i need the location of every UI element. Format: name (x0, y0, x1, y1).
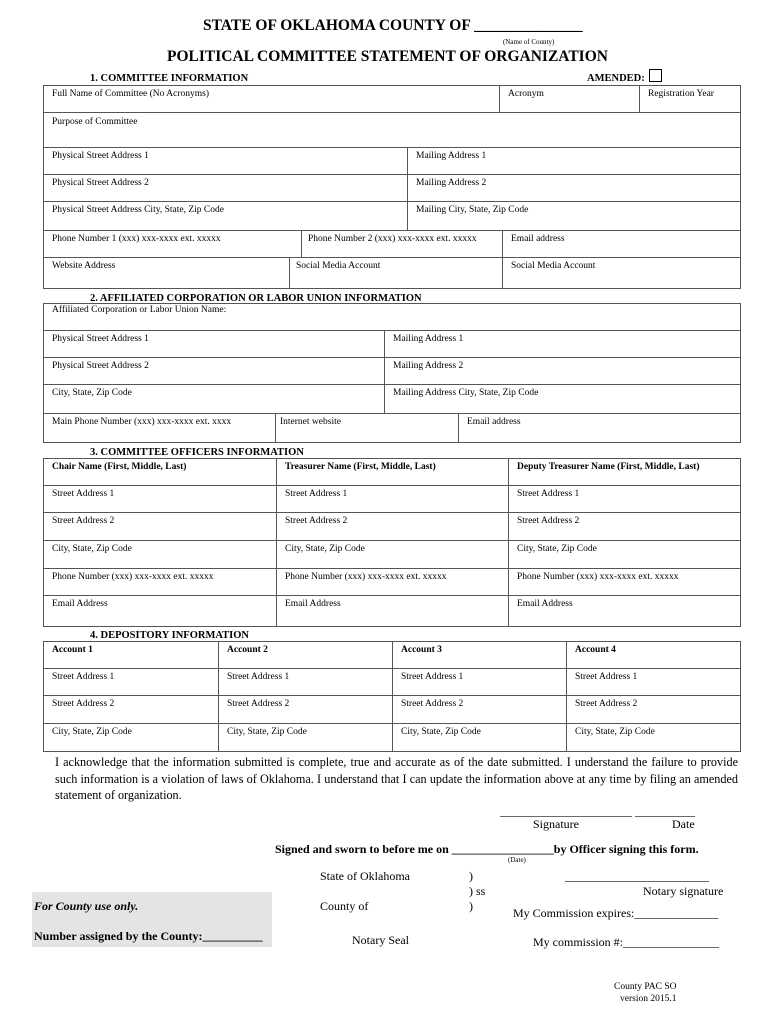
county-use-label: For County use only. (34, 899, 139, 913)
section-heading-affiliated: 2. AFFILIATED CORPORATION OR LABOR UNION INFORMATION (90, 293, 422, 304)
city-row (43, 201, 741, 231)
account1-street2-field[interactable]: Street Address 2 (52, 699, 115, 709)
form-title-county: STATE OF OKLAHOMA COUNTY OF ______________ (203, 17, 583, 34)
notary-seal: Notary Seal (352, 933, 409, 947)
affiliated-phone-field[interactable]: Main Phone Number (xxx) xxx-xxxx ext. xxxx (52, 417, 232, 427)
affiliated-website-field[interactable]: Internet website (275, 414, 458, 442)
affiliated-physical-address2-field[interactable]: Physical Street Address 2 (52, 361, 149, 371)
chair-name-field[interactable]: Chair Name (First, Middle, Last) (52, 462, 187, 472)
mailing-city-field[interactable]: Mailing City, State, Zip Code (407, 202, 742, 230)
account1-street1-field[interactable]: Street Address 1 (52, 672, 115, 682)
acknowledgement-text: I acknowledge that the information submitted is complete, true and accurate as of the date submitted. I understand the failure to provide such information is a violation of laws of Oklahoma. I understand that I can update the information above at any time by filing an amended statement of organization. (55, 755, 738, 802)
physical-city-field[interactable]: Physical Street Address City, State, Zip Code (52, 205, 224, 215)
notary-signature-line[interactable]: ________________________ (565, 869, 709, 883)
account1-field[interactable]: Account 1 (52, 645, 93, 655)
social-media1-field[interactable]: Social Media Account (289, 258, 502, 288)
phone1-field[interactable]: Phone Number 1 (xxx) xxx-xxxx ext. xxxxx (52, 234, 221, 244)
affiliated-physical-address1-field[interactable]: Physical Street Address 1 (52, 334, 149, 344)
treasurer-name-field[interactable]: Treasurer Name (First, Middle, Last) (276, 459, 508, 485)
registration-year-field[interactable]: Registration Year (639, 86, 742, 112)
officers-city-row (43, 540, 741, 569)
treasurer-street2-field[interactable]: Street Address 2 (276, 513, 508, 540)
phone2-field[interactable]: Phone Number 2 (xxx) xxx-xxxx ext. xxxxx (301, 231, 502, 257)
committee-name-field[interactable]: Full Name of Committee (No Acronyms) (52, 89, 209, 99)
address1-row (43, 147, 741, 175)
notary-state: State of Oklahoma (320, 869, 410, 883)
chair-street2-field[interactable]: Street Address 2 (52, 516, 115, 526)
account3-city-field[interactable]: City, State, Zip Code (392, 724, 566, 751)
account3-street2-field[interactable]: Street Address 2 (392, 696, 566, 723)
affiliated-city-row (43, 384, 741, 414)
account1-city-field[interactable]: City, State, Zip Code (52, 727, 132, 737)
account4-street1-field[interactable]: Street Address 1 (566, 669, 742, 695)
officers-email-row (43, 595, 741, 627)
mailing-address1-field[interactable]: Mailing Address 1 (407, 148, 742, 174)
committee-name-row (43, 85, 741, 113)
account2-street1-field[interactable]: Street Address 1 (218, 669, 392, 695)
accounts-header-row (43, 641, 741, 669)
section-heading-officers: 3. COMMITTEE OFFICERS INFORMATION (90, 447, 304, 458)
chair-street1-field[interactable]: Street Address 1 (52, 489, 115, 499)
website-row (43, 257, 741, 289)
affiliated-mailing-address1-field[interactable]: Mailing Address 1 (384, 331, 742, 357)
deputy-email-field[interactable]: Email Address (508, 596, 742, 626)
account4-field[interactable]: Account 4 (566, 642, 742, 668)
section-heading-depository: 4. DEPOSITORY INFORMATION (90, 630, 249, 641)
notary-signature-label: Notary signature (643, 884, 724, 898)
accounts-street1-row (43, 668, 741, 696)
affiliated-name-field[interactable]: Affiliated Corporation or Labor Union Name: (52, 305, 227, 315)
treasurer-email-field[interactable]: Email Address (276, 596, 508, 626)
county-number-assigned[interactable]: Number assigned by the County:__________ (34, 929, 263, 943)
notary-paren3: ) (469, 899, 473, 913)
deputy-city-field[interactable]: City, State, Zip Code (508, 541, 742, 568)
account2-city-field[interactable]: City, State, Zip Code (218, 724, 392, 751)
footer-version: version 2015.1 (620, 994, 677, 1004)
amended-checkbox[interactable] (649, 69, 662, 82)
deputy-street2-field[interactable]: Street Address 2 (508, 513, 742, 540)
affiliated-city-field[interactable]: City, State, Zip Code (52, 388, 132, 398)
accounts-city-row (43, 723, 741, 752)
deputy-phone-field[interactable]: Phone Number (xxx) xxx-xxxx ext. xxxxx (508, 569, 742, 595)
commission-expires[interactable]: My Commission expires:______________ (513, 906, 719, 920)
phone-row (43, 230, 741, 258)
affiliated-email-field[interactable]: Email address (458, 414, 742, 442)
committee-email-field[interactable]: Email address (502, 231, 742, 257)
physical-address1-field[interactable]: Physical Street Address 1 (52, 151, 149, 161)
acronym-field[interactable]: Acronym (499, 86, 639, 112)
account2-street2-field[interactable]: Street Address 2 (218, 696, 392, 723)
deputy-treasurer-name-field[interactable]: Deputy Treasurer Name (First, Middle, Last) (508, 459, 742, 485)
account3-field[interactable]: Account 3 (392, 642, 566, 668)
form-title: POLITICAL COMMITTEE STATEMENT OF ORGANIZATION (167, 48, 608, 65)
affiliated-phone-row (43, 413, 741, 443)
chair-city-field[interactable]: City, State, Zip Code (52, 544, 132, 554)
sworn-statement: Signed and sworn to before me on _________________by Officer signing this form. (275, 842, 699, 856)
notary-county: County of (320, 899, 369, 913)
account4-street2-field[interactable]: Street Address 2 (566, 696, 742, 723)
chair-email-field[interactable]: Email Address (52, 599, 108, 609)
county-caption: (Name of County) (503, 38, 555, 46)
account4-city-field[interactable]: City, State, Zip Code (566, 724, 742, 751)
website-field[interactable]: Website Address (52, 261, 116, 271)
physical-address2-field[interactable]: Physical Street Address 2 (52, 178, 149, 188)
amended-label: AMENDED: (587, 73, 645, 84)
officers-street1-row (43, 485, 741, 513)
treasurer-city-field[interactable]: City, State, Zip Code (276, 541, 508, 568)
social-media2-field[interactable]: Social Media Account (502, 258, 742, 288)
signature-label: Signature (533, 817, 579, 831)
purpose-field[interactable]: Purpose of Committee (52, 117, 138, 127)
purpose-row (43, 112, 741, 148)
chair-phone-field[interactable]: Phone Number (xxx) xxx-xxxx ext. xxxxx (52, 572, 214, 582)
affiliated-mailing-address2-field[interactable]: Mailing Address 2 (384, 358, 742, 384)
account2-field[interactable]: Account 2 (218, 642, 392, 668)
section-heading-committee: 1. COMMITTEE INFORMATION (90, 73, 249, 84)
commission-number[interactable]: My commission #:________________ (533, 935, 720, 949)
notary-paren-ss: ) ss (469, 884, 486, 898)
treasurer-street1-field[interactable]: Street Address 1 (276, 486, 508, 512)
officers-phone-row (43, 568, 741, 596)
account3-street1-field[interactable]: Street Address 1 (392, 669, 566, 695)
mailing-address2-field[interactable]: Mailing Address 2 (407, 175, 742, 201)
date-label: Date (672, 817, 695, 831)
affiliated-mailing-city-field[interactable]: Mailing Address City, State, Zip Code (384, 385, 742, 413)
treasurer-phone-field[interactable]: Phone Number (xxx) xxx-xxxx ext. xxxxx (276, 569, 508, 595)
address2-row (43, 174, 741, 202)
signature-line[interactable]: ______________________ __________ (500, 804, 695, 818)
affiliated-address1-row (43, 330, 741, 358)
officers-street2-row (43, 512, 741, 541)
accounts-street2-row (43, 695, 741, 724)
affiliated-name-row (43, 303, 741, 331)
notary-paren1: ) (469, 869, 473, 883)
affiliated-address2-row (43, 357, 741, 385)
deputy-street1-field[interactable]: Street Address 1 (508, 486, 742, 512)
footer-form-id: County PAC SO (614, 982, 677, 992)
sworn-date-caption: (Date) (508, 856, 526, 864)
officers-header-row (43, 458, 741, 486)
